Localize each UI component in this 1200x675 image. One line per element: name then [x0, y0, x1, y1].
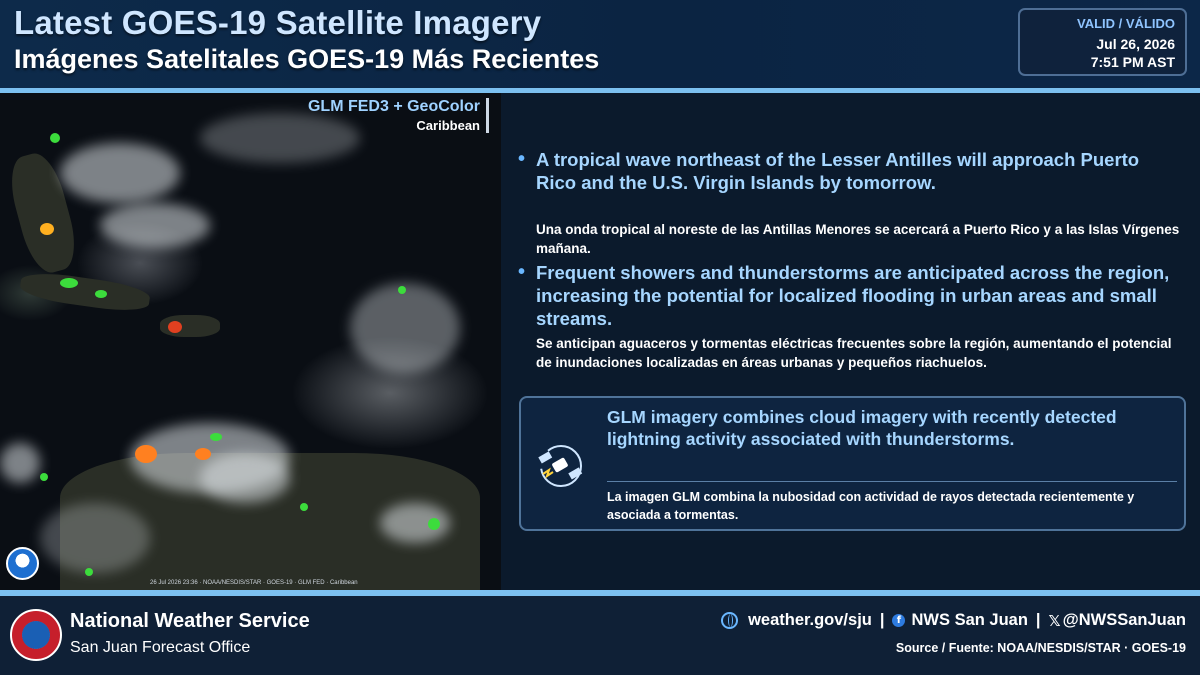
facebook-link[interactable]: NWS San Juan [911, 611, 1028, 629]
valid-time-box [1018, 8, 1187, 76]
product-label [308, 98, 489, 133]
lightning-cell [60, 278, 78, 288]
valid-date: Jul 26, 2026 [1096, 36, 1175, 52]
bullet-1-es: Una onda tropical al noreste de las Antillas Menores se acercará a Puerto Rico y a las Islas Vírgenes mañana. [536, 222, 1180, 256]
x-link[interactable]: @NWSSanJuan [1062, 611, 1186, 629]
cloud [200, 453, 290, 503]
nws-logo [10, 609, 62, 661]
bullet-marker: • [518, 261, 526, 283]
website-link[interactable]: weather.gov/sju [748, 611, 872, 629]
bullet-marker: • [518, 148, 526, 170]
nws-logo-center [22, 621, 50, 649]
bullet-1-en: A tropical wave northeast of the Lesser Antilles will approach Puerto Rico and the U.S. Virgin Islands by tomorrow. [536, 149, 1140, 193]
cloud [40, 503, 150, 573]
bullet-2-en: Frequent showers and thunderstorms are anticipated across the region, increasing the potential for localized flooding in urban areas and small streams. [536, 262, 1170, 329]
footer [0, 596, 1200, 675]
footer-organization: National Weather Service [70, 610, 310, 632]
lightning-cell [210, 433, 222, 441]
valid-time: 7:51 PM AST [1090, 54, 1175, 70]
satellite-image [0, 93, 501, 590]
product-name: GLM FED3 + GeoColor [307, 98, 480, 115]
lightning-cell [300, 503, 308, 511]
lightning-cell [50, 133, 60, 143]
lightning-cell [168, 321, 182, 333]
cloud [350, 283, 460, 373]
satellite-icon [535, 440, 587, 492]
cloud [100, 203, 210, 248]
glm-note-es: La imagen GLM combina la nubosidad con actividad de rayos detectada recientemente y asociada a tormentas. [607, 490, 1135, 522]
page-title: Latest GOES-19 Satellite Imagery [14, 4, 542, 41]
cloud [60, 143, 180, 203]
lightning-cell [398, 286, 406, 294]
lightning-cell [95, 290, 107, 298]
noaa-logo [6, 547, 39, 580]
facebook-icon: f [892, 614, 905, 627]
cuba-land [19, 269, 152, 315]
x-icon: 𝕏 [1048, 611, 1061, 630]
globe-icon [721, 612, 738, 629]
source-credit: Source / Fuente: NOAA/NESDIS/STAR · GOES-19 [895, 641, 1186, 655]
valid-label: VALID / VÁLIDO [1077, 16, 1175, 31]
glm-info-box [519, 396, 1186, 531]
lightning-cell [135, 445, 157, 463]
cloud [0, 443, 40, 483]
glm-note-en: GLM imagery combines cloud imagery with recently detected lightning activity associated with thunderstorms. [607, 407, 1117, 449]
lightning-cell [195, 448, 211, 460]
lightning-cell [40, 223, 54, 235]
lightning-cell [85, 568, 93, 576]
lightning-cell [428, 518, 440, 530]
lightning-cell [40, 473, 48, 481]
footer-office: San Juan Forecast Office [70, 639, 251, 656]
image-caption: 26 Jul 2026 23:36 · NOAA/NESDIS/STAR · GOES-19 · GLM FED · Caribbean [150, 580, 358, 586]
header-banner [0, 0, 1200, 88]
glm-divider [607, 481, 1177, 482]
region-name: Caribbean [416, 118, 480, 133]
page-subtitle: Imágenes Satelitales GOES-19 Más Recientes [14, 44, 600, 74]
social-links [721, 611, 1186, 630]
link-separator: | [1035, 611, 1041, 629]
bullet-2-es: Se anticipan aguaceros y tormentas eléctricas frecuentes sobre la región, aumentando el potencial de inundaciones localizadas en áreas urbanas y pequeños riachuelos. [536, 336, 1172, 370]
link-separator: | [879, 611, 885, 629]
